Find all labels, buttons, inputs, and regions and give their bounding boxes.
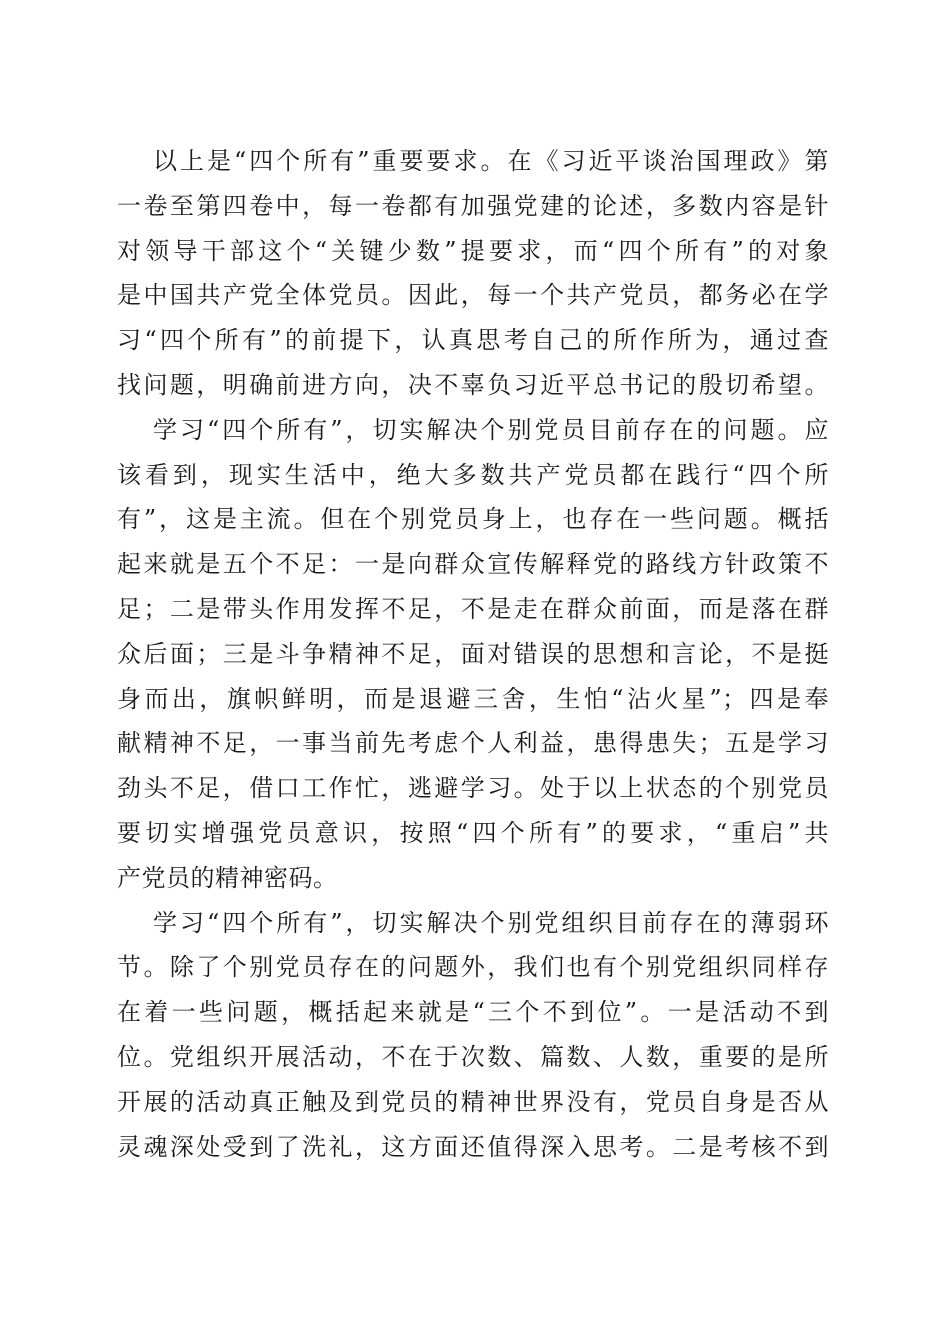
paragraph-1-line-4: 是中国共产党全体党员。因此，每一个共产党员，都务必在学 (117, 281, 829, 310)
paragraph-3-line-6: 灵魂深处受到了洗礼，这方面还值得深入思考。二是考核不到 (117, 1132, 829, 1161)
paragraph-2-line-9: 劲头不足，借口工作忙，逃避学习。处于以上状态的个别党员 (117, 774, 829, 803)
paragraph-2-line-10: 要切实增强党员意识，按照“四个所有”的要求，“重启”共 (117, 818, 829, 847)
paragraph-2-line-7: 身而出，旗帜鲜明，而是退避三舍，生怕“沾火星”；四是奉 (117, 684, 829, 713)
paragraph-2-line-4: 起来就是五个不足：一是向群众宣传解释党的路线方针政策不 (117, 550, 829, 579)
paragraph-3-line-1: 学习“四个所有”，切实解决个别党组织目前存在的薄弱环 (153, 908, 829, 937)
paragraph-2-line-3: 有”，这是主流。但在个别党员身上，也存在一些问题。概括 (117, 505, 829, 534)
paragraph-2-line-5: 足；二是带头作用发挥不足，不是走在群众前面，而是落在群 (117, 594, 829, 623)
paragraph-1-line-2: 一卷至第四卷中，每一卷都有加强党建的论述，多数内容是针 (117, 191, 829, 220)
paragraph-3-line-3: 在着一些问题，概括起来就是“三个不到位”。一是活动不到 (117, 998, 829, 1027)
paragraph-1-line-3: 对领导干部这个“关键少数”提要求，而“四个所有”的对象 (117, 236, 829, 265)
paragraph-3-line-4: 位。党组织开展活动，不在于次数、篇数、人数，重要的是所 (117, 1042, 829, 1071)
paragraph-2-line-8: 献精神不足，一事当前先考虑个人利益，患得患失；五是学习 (117, 729, 829, 758)
paragraph-2-line-2: 该看到，现实生活中，绝大多数共产党员都在践行“四个所 (117, 460, 829, 489)
paragraph-3-line-2: 节。除了个别党员存在的问题外，我们也有个别党组织同样存 (117, 953, 829, 982)
body-text (117, 139, 829, 1169)
paragraph-2-line-1: 学习“四个所有”，切实解决个别党员目前存在的问题。应 (153, 415, 829, 444)
paragraph-3-line-5: 开展的活动真正触及到党员的精神世界没有，党员自身是否从 (117, 1087, 829, 1116)
paragraph-1-line-1: 以上是“四个所有”重要要求。在《习近平谈治国理政》第 (153, 147, 829, 175)
paragraph-1-line-5: 习“四个所有”的前提下，认真思考自己的所作所为，通过查 (117, 326, 829, 355)
paragraph-1-line-6: 找问题，明确前进方向，决不辜负习近平总书记的殷切希望。 (117, 370, 829, 399)
paragraph-2-line-6: 众后面；三是斗争精神不足，面对错误的思想和言论，不是挺 (117, 639, 829, 668)
paragraph-2-line-11: 产党员的精神密码。 (117, 863, 338, 892)
